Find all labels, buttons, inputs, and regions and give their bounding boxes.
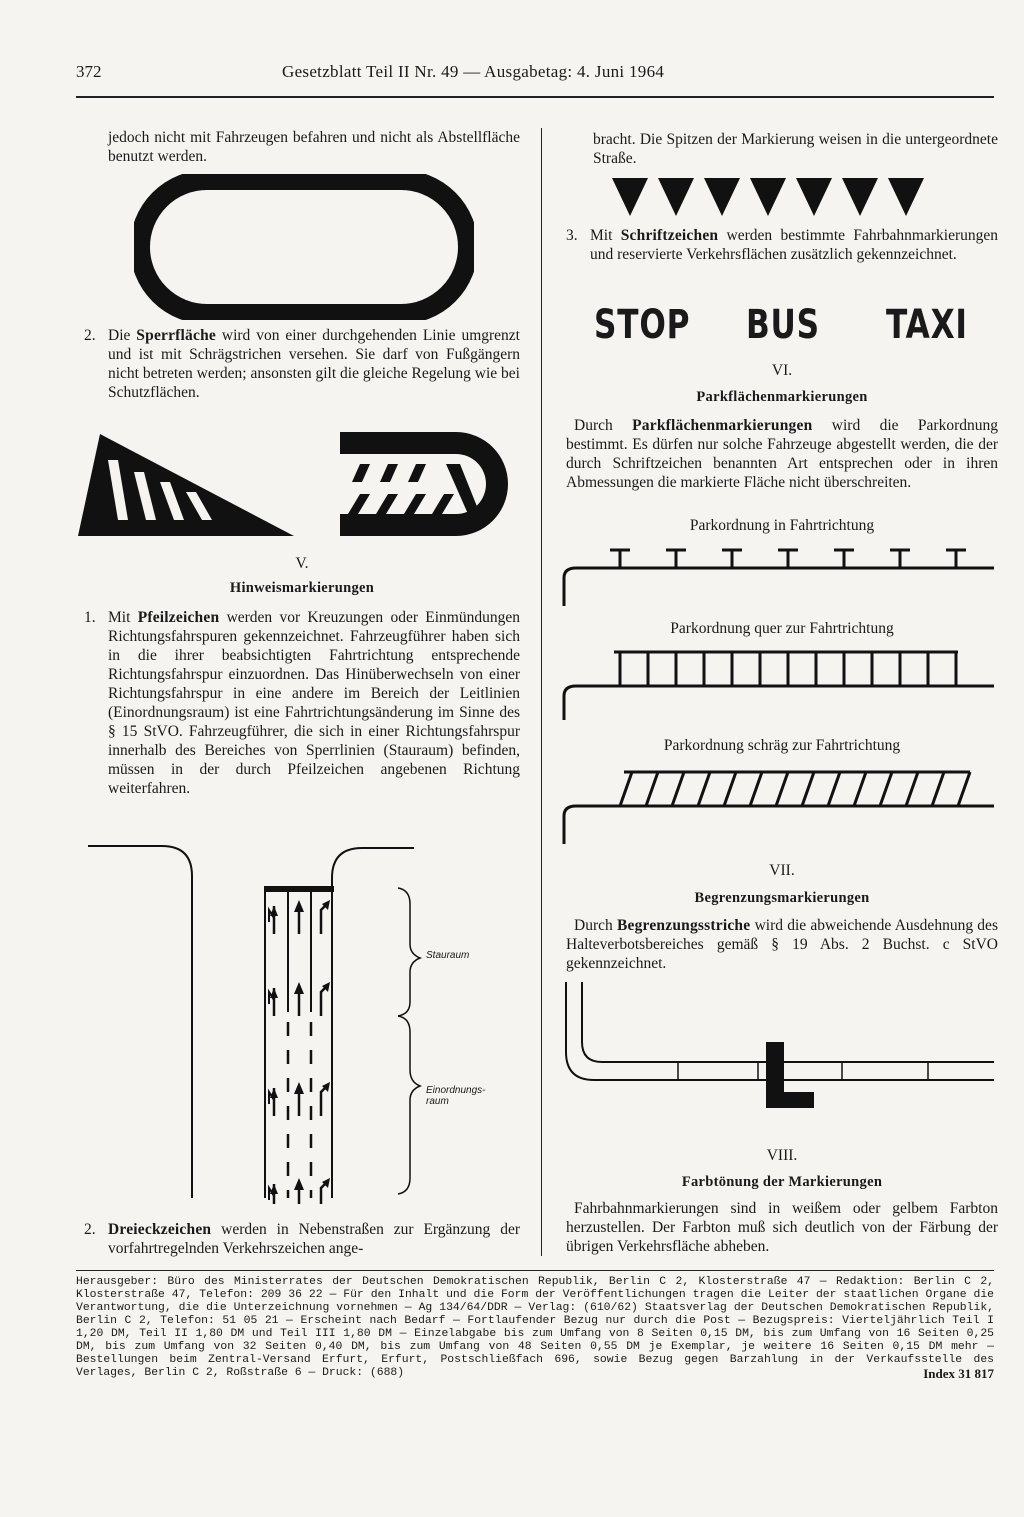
right-cont: bracht. Die Spitzen der Markierung weisen in die untergeordnete Straße. (593, 131, 998, 167)
right-item3: 3. Mit Schriftzeichen werden bestimmte Fahrbahnmarkierungen und reservierte Verkehrsflächen zusätzlich gekennzeichnet. (566, 227, 998, 263)
parking-diagonal-figure (558, 764, 998, 846)
word-stop: STOP (594, 302, 691, 348)
right-viii-text: Fahrbahnmarkierungen sind in weißem oder gelbem Farbton herzustellen. Der Farbton muß sich deutlich von der Färbung der übrigen Verkehrsfläche abheben. (566, 1200, 998, 1255)
park-label-diagonal: Parkordnung schräg zur Fahrtrichtung (663, 737, 901, 754)
index-number: Index 31 817 (923, 1366, 994, 1381)
header-rule (76, 96, 994, 98)
left-item-v1: 1. Mit Pfeilzeichen werden vor Kreuzungen oder Einmündungen Richtungsfahrspuren gekennzeichnet. Fahrzeugführer haben sich in die ihrer beabsichtigten Fahrtrichtung entsprechende Richtungsfahrspur einzuordnen. Das Hinüberwechseln von einer Richtungsfahrspur in eine andere im Bereich der Leitlinien (Einordnungsraum) ist eine Fahrtrichtungsänderung im Sinne des § 15 StVO. Fahrzeugführer, die sich in einer Richtungsfahrspur innerhalb des Bereiches von Sperrlinien (Stauraum) befinden, müssen in der durch Pfeilzeichen angebenen Richtung weiterfahren. (84, 609, 520, 797)
right-vi-text: Durch Parkflächenmarkierungen wird die Parkordnung bestimmt. Es dürfen nur solche Fahrzeuge abgestellt werden, die der durch Schriftzeichen benannten Art entsprechen oder in ihren Abmessungen die markierte Fläche nicht überschreiten. (566, 417, 998, 491)
footer-rule (76, 1270, 994, 1271)
label-stauraum: Stauraum (426, 950, 470, 961)
label-raum: raum (426, 1096, 449, 1107)
restricted-area-triangle-figure (72, 430, 302, 542)
triangle-marks-figure (610, 176, 950, 220)
lane-arrows-diagram (84, 834, 554, 1204)
left-intro: jedoch nicht mit Fahrzeugen befahren und nicht als Abstellfläche benutzt werden. (108, 129, 520, 165)
section-v-heading: Hinweismarkierungen (229, 580, 375, 596)
boundary-marking-figure (558, 982, 998, 1142)
parking-parallel-figure (558, 544, 998, 608)
restricted-area-rounded-figure (330, 430, 520, 542)
section-vi-heading: Parkflächenmarkierungen (696, 389, 868, 405)
park-label-perpendicular: Parkordnung quer zur Fahrtrichtung (670, 620, 894, 637)
left-item-v2: 2. Dreieckzeichen werden in Nebenstraßen zur Ergänzung der vorfahrtregelnden Verkehrszeichen ange- (84, 1221, 520, 1257)
section-vi-number: VI. (771, 362, 793, 379)
imprint-footer: Herausgeber: Büro des Ministerrates der Deutschen Demokratischen Republik, Berlin C 2, Klosterstraße 47 — Redaktion: Berlin C 2, Klosterstraße 47, Telefon: 209 36 22 — Für den Inhalt und die Form der Veröffentlichungen tragen die Leiter der staatlichen Organe die Verantwortung, die die Unterzeichnung vornehmen — Ag 134/64/DDR — Verlag: (610/62) Staatsverlag der Deutschen Demokratischen Republik, Berlin C 2, Telefon: 51 05 21 — Erscheint nach Bedarf — Fortlaufender Bezug nur durch die Post — Bezugspreis: Vierteljährlich Teil I 1,20 DM, Teil II 1,80 DM und Teil III 1,80 DM — Einzelabgabe bis zum Umfang von 8 Seiten 0,15 DM, bis zum Umfang von 16 Seiten 0,25 DM, bis zum Umfang von 32 Seiten 0,40 DM, bis zum Umfang von 48 Seiten 0,55 DM je Exemplar, je weitere 16 Seiten 0,15 DM mehr — Bestellungen beim Zentral-Versand Erfurt, Erfurt, Postschließfach 696, sowie Bezug gegen Barzahlung in der Verkaufsstelle des Verlages, Berlin C 2, Roßstraße 6 — Druck: (688) Index 31 817 (76, 1276, 994, 1381)
left-item2: 2. Die Sperrfläche wird von einer durchgehenden Linie umgrenzt und ist mit Schrägstrichen versehen. Sie darf von Fußgängern nicht betreten werden; ansonsten gilt die gleiche Regelung wie bei Schutzflächen. (84, 327, 520, 401)
section-viii-number: VIII. (766, 1147, 798, 1164)
page-number: 372 (76, 62, 102, 81)
section-vii-heading: Begrenzungsmarkierungen (694, 890, 870, 906)
section-v-number: V. (295, 555, 309, 572)
label-einordnungs: Einordnungs- (426, 1085, 486, 1096)
word-taxi: TAXI (886, 302, 968, 348)
word-bus: BUS (746, 302, 820, 348)
right-vii-text: Durch Begrenzungsstriche wird die abweichende Ausdehnung des Halteverbotsbereiches gemäß § 19 Abs. 2 Buchst. c StVO gekennzeichnet. (566, 917, 998, 972)
section-vii-number: VII. (769, 862, 795, 879)
park-label-parallel: Parkordnung in Fahrtrichtung (689, 517, 875, 534)
gazette-title: Gesetzblatt Teil II Nr. 49 — Ausgabetag: 4. Juni 1964 (282, 62, 665, 81)
protection-area-figure (134, 174, 474, 320)
section-viii-heading: Farbtönung der Markierungen (681, 1174, 883, 1190)
parking-perpendicular-figure (558, 646, 998, 722)
